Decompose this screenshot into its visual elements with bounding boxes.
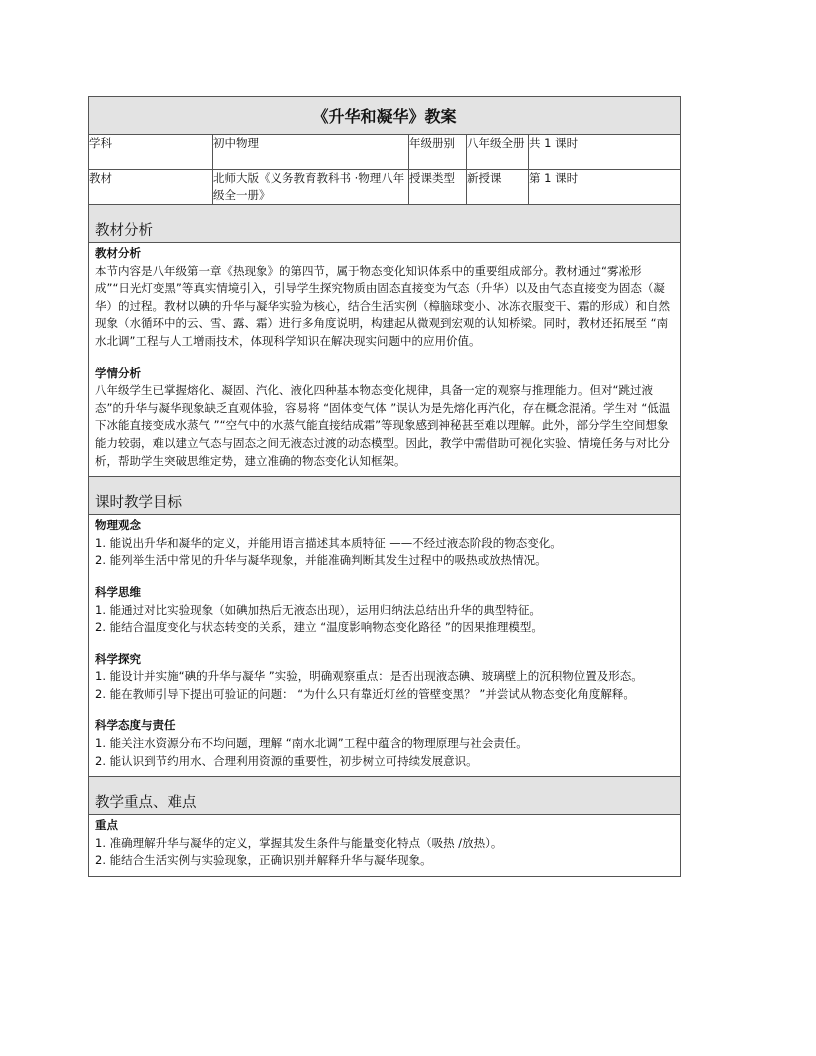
key-points-section [89, 815, 681, 877]
subject-value: 初中物理 [213, 135, 409, 170]
textbook-value: 北师大版《义务教育教科书 ·物理八年级全一册》 [213, 170, 409, 205]
hours-value: 共 1 课时 [529, 135, 681, 170]
grade-label: 年级册别 [409, 135, 467, 170]
list-item: 1. 能说出升华和凝华的定义，并能用语言描述其本质特征 ——不经过液态阶段的物态变化。 [95, 535, 562, 550]
list-item: 2. 能认识到节约用水、合理利用资源的重要性，初步树立可持续发展意识。 [95, 753, 478, 768]
subject-label: 学科 [89, 135, 213, 170]
list-item: 2. 能在教师引导下提出可验证的问题： “为什么只有靠近灯丝的管壁变黑？ ”并尝试从物态变化角度解释。 [95, 686, 635, 701]
goal-scientific-thinking-subheading: 科学思维 [95, 584, 141, 599]
textbook-analysis-text: 本节内容是八年级第一章《热现象》的第四节，属于物态变化知识体系中的重要组成部分。教材通过“雾凇形成”“日光灯变黑”等真实情境引入，引导学生探究物质由固态直接变为气态（升华）以及由气态直接变为固态（凝华）的过程。教材以碘的升华与凝华实验为核心，结合生活实例（樟脑球变小、冰冻衣服变干、霜的形成）和自然现象（水循环中的云、雪、露、霜）进行多角度说明，构建起从微观到宏观的认知桥梁。同时，教材还拓展至 “南水北调”工程与人工增雨技术，体现科学知识在解决现实问题中的应用价值。 [95, 263, 670, 348]
goals-section [89, 515, 681, 777]
list-item: 2. 能结合温度变化与状态转变的关系，建立 “温度影响物态变化路径 ”的因果推理模型。 [95, 620, 543, 635]
type-label: 授课类型 [409, 170, 467, 205]
learner-analysis-subheading: 学情分析 [95, 365, 141, 380]
key-points-heading: 教学重点、难点 [89, 777, 681, 815]
key-points-subheading: 重点 [95, 818, 118, 833]
document-title: 《升华和凝华》教案 [89, 97, 681, 135]
analysis-heading: 教材分析 [89, 205, 681, 243]
list-item: 1. 能设计并实施“碘的升华与凝华 ”实验，明确观察重点：是否出现液态碘、玻璃壁上的沉积物位置及形态。 [95, 669, 643, 684]
list-item: 2. 能列举生活中常见的升华与凝华现象，并能准确判断其发生过程中的吸热或放热情况。 [95, 553, 547, 568]
analysis-section [89, 243, 681, 477]
type-value: 新授课 [467, 170, 529, 205]
list-item: 2. 能结合生活实例与实验现象，正确识别并解释升华与凝华现象。 [95, 853, 432, 868]
grade-value: 八年级全册 [467, 135, 529, 170]
goals-heading: 课时教学目标 [89, 477, 681, 515]
goal-attitude-subheading: 科学态度与责任 [95, 718, 176, 733]
list-item: 1. 准确理解升华与凝华的定义，掌握其发生条件与能量变化特点（吸热 /放热）。 [95, 835, 503, 850]
goal-scientific-inquiry-subheading: 科学探究 [95, 651, 141, 666]
textbook-label: 教材 [89, 170, 213, 205]
list-item: 1. 能通过对比实验现象（如碘加热后无液态出现），运用归纳法总结出升华的典型特征。 [95, 602, 541, 617]
learner-analysis-text: 八年级学生已掌握熔化、凝固、汽化、液化四种基本物态变化规律，具备一定的观察与推理能力。但对“跳过液态”的升华与凝华现象缺乏直观体验，容易将 “固体变气体 ”误认为是先熔化再汽化，存在概念混淆。学生对 “低温下冰能直接变成水蒸气 ”“空气中的水蒸气能直接结成霜”等现象感到神秘甚至难以理解。此外，部分学生空间想象能力较弱，难以建立气态与固态之间无液态过渡的动态模型。因此，教学中需借助可视化实验、情境任务与对比分析，帮助学生突破思维定势，建立准确的物态变化认知框架。 [95, 383, 671, 468]
textbook-analysis-subheading: 教材分析 [95, 246, 141, 260]
goal-physics-concept-subheading: 物理观念 [95, 518, 141, 533]
list-item: 1. 能关注水资源分布不均问题，理解 “南水北调”工程中蕴含的物理原理与社会责任。 [95, 736, 528, 751]
session-value: 第 1 课时 [529, 170, 681, 205]
lesson-plan-table [88, 96, 681, 877]
lesson-plan-page [88, 96, 680, 877]
